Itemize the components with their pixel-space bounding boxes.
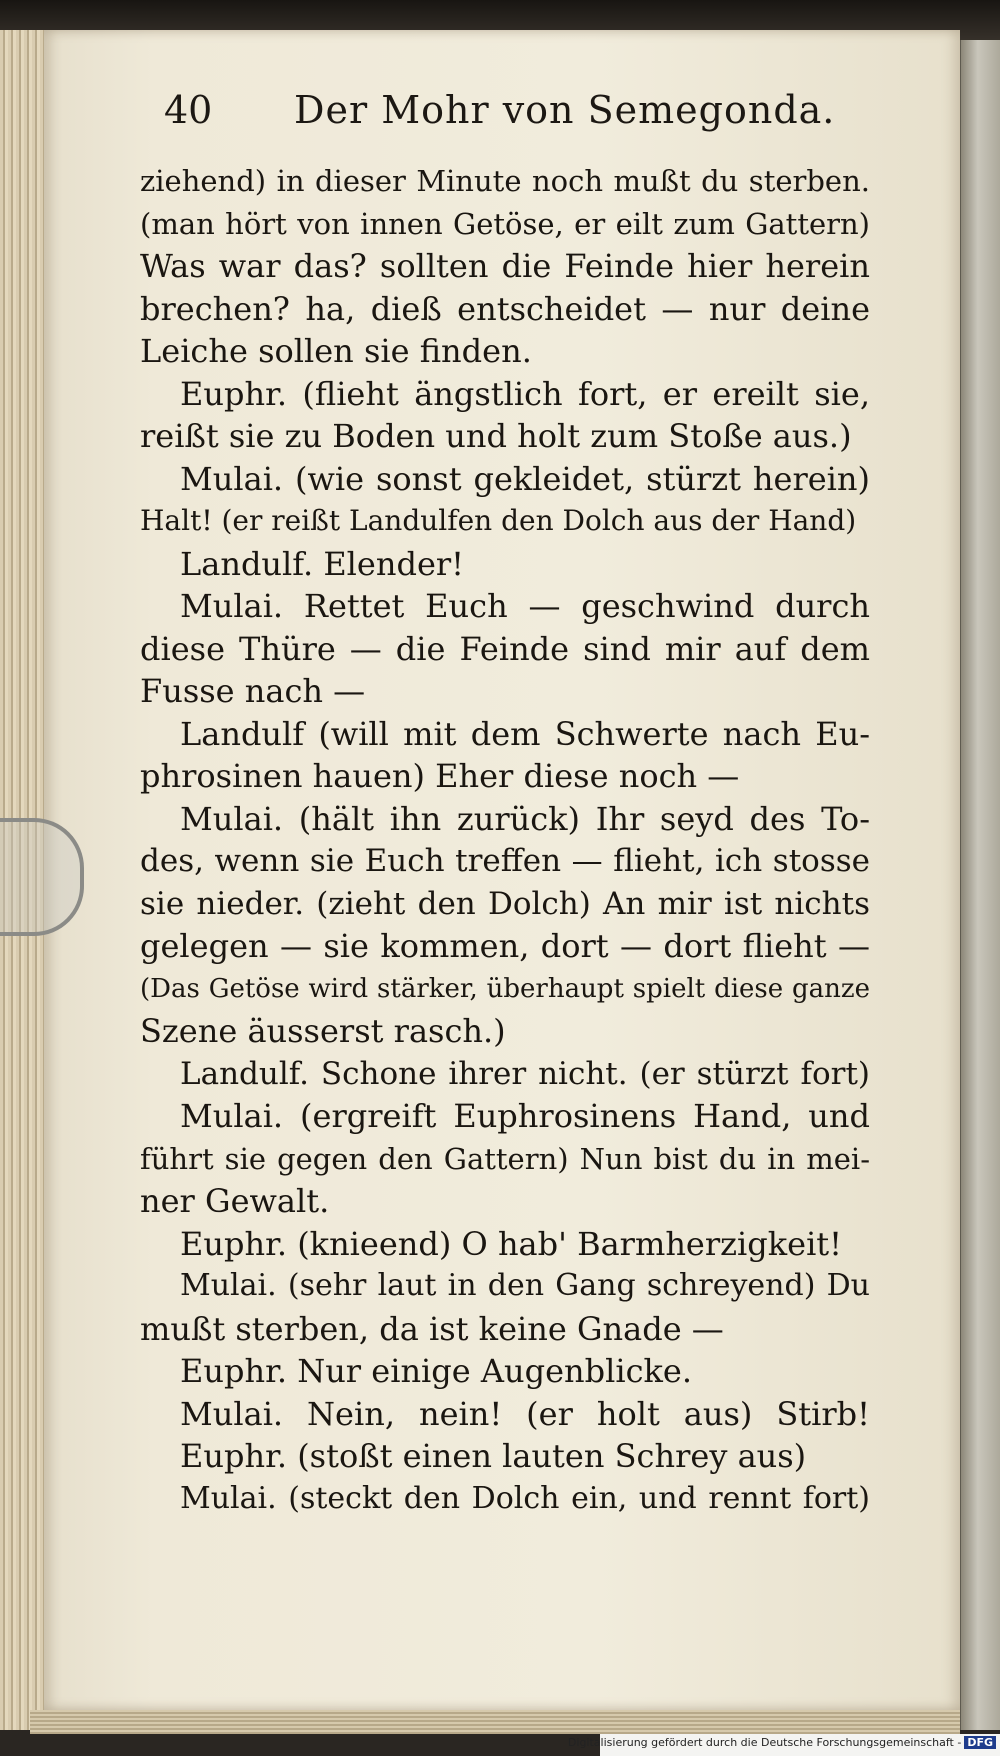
text-line: Mulai. Rettet Euch — geschwind durch <box>180 587 870 625</box>
running-title: Der Mohr von Semegonda. <box>294 88 836 132</box>
text-line: Landulf. Schone ihrer nicht. (er stürzt fort) <box>180 1055 870 1092</box>
text-line: Szene äusserst rasch.) <box>140 1012 506 1050</box>
text-line: Euphr. (flieht ängstlich fort, er ereilt sie, <box>180 374 870 413</box>
text-line: Mulai. Nein, nein! (er holt aus) Stirb! <box>180 1394 870 1433</box>
text-line: Euphr. (stoßt einen lauten Schrey aus) <box>180 1437 807 1475</box>
text-line: Euphr. Nur einige Augenblicke. <box>180 1352 692 1390</box>
text-line: (man hört von innen Getöse, er eilt zum Gattern) <box>140 206 870 241</box>
text-line: (Das Getöse wird stärker, überhaupt spielt diese ganze <box>140 973 870 1004</box>
text-line: Mulai. (ergreift Euphrosinens Hand, und <box>180 1097 870 1135</box>
text-line: des, wenn sie Euch treffen — flieht, ich stosse <box>140 843 870 879</box>
text-line: Mulai. (sehr laut in den Gang schreyend) Du <box>180 1268 870 1303</box>
page-number: 40 <box>164 88 213 132</box>
dfg-logo: DFG <box>964 1736 996 1749</box>
text-line: führt sie gegen den Gattern) Nun bist du in mei- <box>140 1141 870 1176</box>
body-text <box>140 160 870 1520</box>
text-line: diese Thüre — die Feinde sind mir auf dem <box>140 629 870 668</box>
text-line: mußt sterben, da ist keine Gnade — <box>140 1309 724 1348</box>
digitization-credit <box>568 1736 996 1749</box>
text-line: Euphr. (knieend) O hab' Barmherzigkeit! <box>180 1224 843 1263</box>
page-header <box>164 88 864 140</box>
text-line: ziehend) in dieser Minute noch mußt du sterben. <box>140 164 870 198</box>
text-line: Mulai. (steckt den Dolch ein, und rennt fort) <box>180 1480 870 1516</box>
text-line: sie nieder. (zieht den Dolch) An mir ist nichts <box>140 885 870 922</box>
text-line: Landulf. Elender! <box>180 544 465 583</box>
text-line: Fusse nach — <box>140 672 366 710</box>
text-line: Was war das? sollten die Feinde hier herein <box>140 247 870 285</box>
text-line: Halt! (er reißt Landulfen den Dolch aus der Hand) <box>140 504 857 537</box>
credit-text: Digitalisierung gefördert durch die Deutsche Forschungsgemeinschaft - <box>567 1736 962 1749</box>
page-edges-bottom <box>30 1710 960 1734</box>
text-line: brechen? ha, dieß entscheidet — nur deine <box>140 289 870 328</box>
text-line: Leiche sollen sie finden. <box>140 332 532 370</box>
text-line: gelegen — sie kommen, dort — dort flieht — <box>140 927 870 965</box>
text-line: phrosinen hauen) Eher diese noch — <box>140 757 740 795</box>
text-line: Landulf (will mit dem Schwerte nach Eu- <box>180 714 870 753</box>
clip-icon <box>0 818 84 936</box>
text-line: Mulai. (hält ihn zurück) Ihr seyd des To- <box>180 799 870 838</box>
text-line: reißt sie zu Boden und holt zum Stoße aus.) <box>140 417 852 455</box>
text-line: ner Gewalt. <box>140 1182 330 1220</box>
book-cover-right <box>958 40 1000 1730</box>
text-line: Mulai. (wie sonst gekleidet, stürzt herein) <box>180 459 870 498</box>
